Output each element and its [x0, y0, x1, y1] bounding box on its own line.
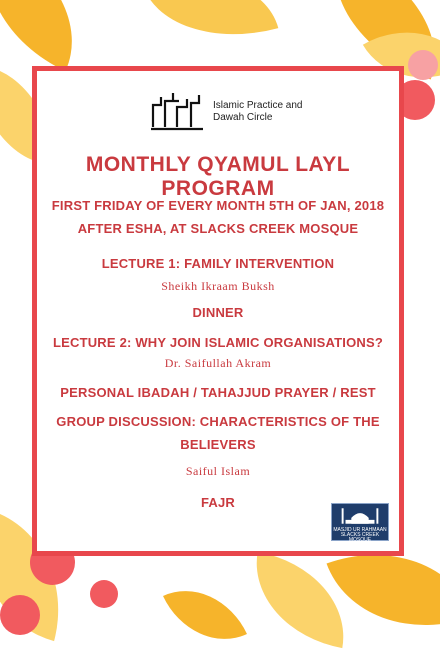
- leaf-decoration: [0, 0, 103, 71]
- program-item-fajr: FAJR: [200, 495, 236, 510]
- schedule-line-2: AFTER ESHA, AT SLACKS CREEK MOSQUE: [77, 221, 359, 236]
- page-title: MONTHLY QYAMUL LAYL PROGRAM: [85, 153, 351, 200]
- petal-decoration: [90, 580, 118, 608]
- mosque-icon: [332, 504, 388, 528]
- poster-frame: [32, 66, 404, 556]
- badge-line-1: MASJID UR RAHMAAN: [333, 527, 387, 533]
- logo: [37, 89, 399, 133]
- logo-line-2: Dawah Circle: [213, 112, 273, 123]
- petal-decoration: [0, 595, 40, 635]
- speaker-group-discussion: Saiful Islam: [185, 464, 251, 478]
- program-item-lecture-1: LECTURE 1: FAMILY INTERVENTION: [101, 256, 335, 271]
- badge-text: [332, 528, 388, 543]
- program-item-ibadah: PERSONAL IBADAH / TAHAJJUD PRAYER / REST: [60, 385, 376, 400]
- speaker-lecture-1: Sheikh Ikraam Buksh: [161, 279, 275, 293]
- schedule-line-1: FIRST FRIDAY OF EVERY MONTH 5TH OF JAN, 2018: [51, 198, 385, 213]
- speaker-lecture-2: Dr. Saifullah Akram: [164, 356, 272, 370]
- petal-decoration: [408, 50, 438, 80]
- badge-line-2: SLACKS CREEK MOSQUE: [340, 532, 380, 543]
- mosque-badge: [331, 503, 389, 541]
- leaf-decoration: [142, 0, 279, 59]
- logo-line-1: Islamic Practice and: [213, 100, 303, 111]
- program-item-dinner: DINNER: [192, 305, 244, 320]
- program-item-lecture-2: LECTURE 2: WHY JOIN ISLAMIC ORGANISATIONS?: [52, 335, 384, 350]
- program-item-group-discussion-line-2: BELIEVERS: [180, 437, 256, 452]
- logo-text: [213, 100, 302, 124]
- leaf-decoration: [163, 571, 247, 659]
- organisation-logo-mark: [147, 89, 207, 133]
- program-item-group-discussion: GROUP DISCUSSION: CHARACTERISTICS OF THE: [56, 414, 380, 429]
